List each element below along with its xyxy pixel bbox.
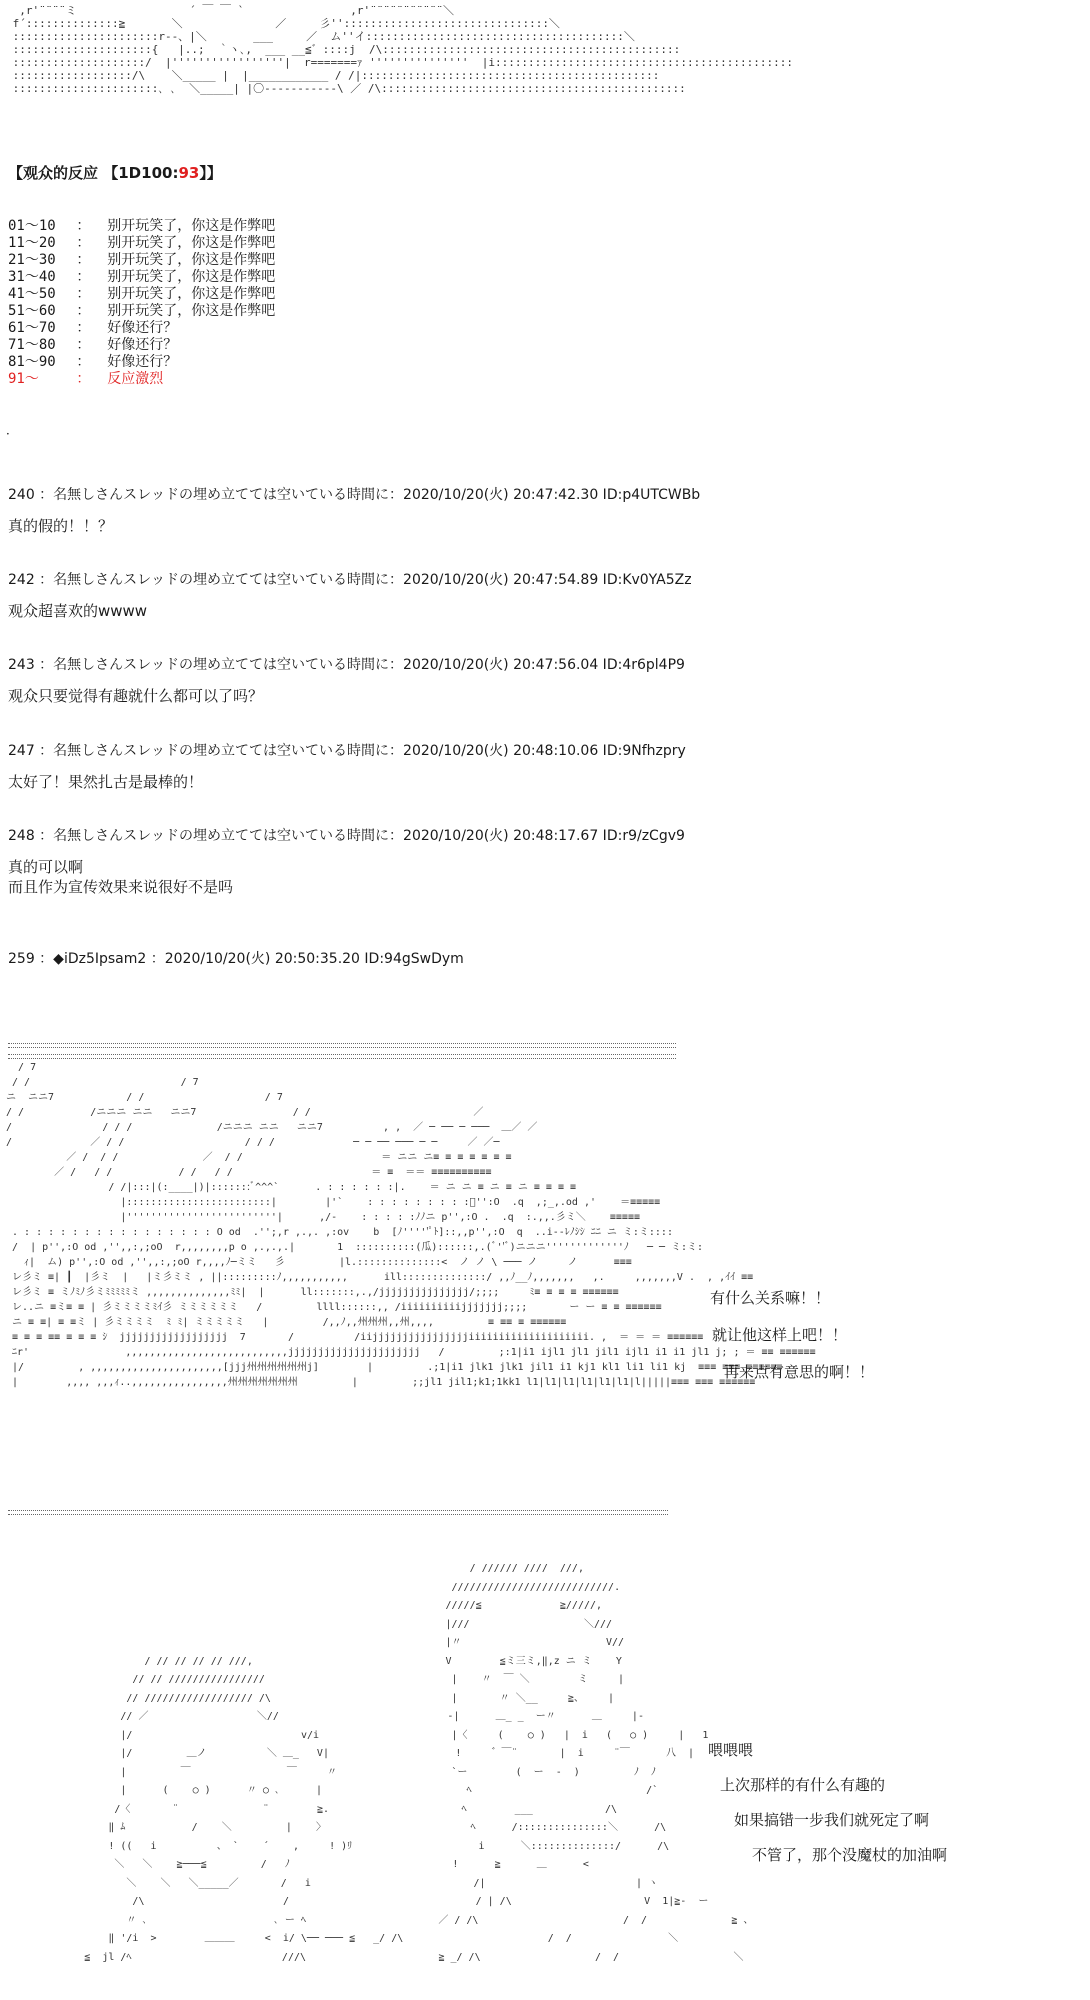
post-body: 而且作为宣传效果来说很好不是吗: [8, 878, 234, 896]
result-text: 好像还行？: [107, 337, 178, 353]
post-body: 真的可以啊: [8, 858, 84, 876]
dice-close: 】】: [199, 164, 222, 182]
result-text: 好像还行？: [107, 354, 178, 370]
result-range: 41～50: [8, 286, 56, 302]
result-text: 别开玩笑了，你这是作弊吧: [107, 218, 276, 234]
result-text: 别开玩笑了，你这是作弊吧: [107, 269, 276, 285]
result-range: 71～80: [8, 337, 56, 353]
duo-line-3: 如果搞错一步我们就死定了啊: [734, 1811, 930, 1829]
post-body: 太好了！果然扎古是最棒的！: [8, 773, 204, 791]
panel-bottom-rule: [8, 1510, 668, 1515]
post-body: 观众只要觉得有趣就什么都可以了吗？: [8, 687, 264, 705]
result-range: 01～10: [8, 218, 56, 234]
result-text: 别开玩笑了，你这是作弊吧: [107, 286, 276, 302]
result-row: [8, 371, 275, 388]
result-text: 别开玩笑了，你这是作弊吧: [107, 235, 276, 251]
post-header: 242 ：名無しさんスレッドの埋め立てては空いている時間に：2020/10/20(火) 20:47:54.89 ID:Kv0YA5Zz: [8, 572, 692, 588]
result-row: [8, 337, 275, 354]
result-colon: ：: [68, 235, 108, 251]
dice-title-label: 【观众的反应: [8, 164, 99, 182]
result-range: 61～70: [8, 320, 56, 336]
result-range: 31～40: [8, 269, 56, 285]
post-header: 248 ：名無しさんスレッドの埋め立てては空いている時間に：2020/10/20(火) 20:48:17.67 ID:r9/zCgv9: [8, 828, 685, 844]
result-text: 别开玩笑了，你这是作弊吧: [107, 303, 276, 319]
duo-line-1: 喂喂喂: [708, 1741, 754, 1759]
dice-open: 【1D100:: [103, 164, 179, 182]
crowd-line-3: 再来点有意思的啊！！: [724, 1363, 875, 1381]
result-table: [8, 218, 275, 388]
result-colon: ：: [68, 320, 108, 336]
result-range: 21～30: [8, 252, 56, 268]
result-colon: ：: [68, 252, 108, 268]
duo-line-4: 不管了，那个没魔杖的加油啊: [752, 1846, 948, 1864]
result-colon: ：: [68, 337, 108, 353]
top-ascii-art: ,r'¨¨¨¨ミ ´ ￣ ￣ ` ,r'¨¨¨¨¨¨¨¨¨¨¨＼ f´::::::::::::::≧ ＼ ／ 彡'':::::::::::::::::::::::::::::::＼ ::::::::::::::::::::::r‐‐、|＼ ___ ／ ム''イ:::::::::::::::::::::::::::::::::::::::＼ :::::::::::::::::::::{ |..; ｀ヽ､, ___ __≦゛::::j /\::::::::::::::::::::::::::::::::::::::::::::: ::::::::::::::::::::/ |'''''''''''''''''| r=======ｧ ''''''''''''''' |i::::::::::::::::::::::::::::::::::::::::::::: ::::::::::::::::::/\ ＼_____ | |____________ / /|::::::::::::::::::::::::::::::::::::::::::::: ::::::::::::::::::::::､ ､ ＼_____| |〇-----------\ ／ /\::::::::::::::::::::::::::::::::::::::::::::::: [12, 4, 793, 95]
separator-dot: ．: [6, 423, 19, 437]
result-row: [8, 303, 275, 320]
post-body: 真的假的！！？: [8, 517, 114, 535]
result-colon: ：: [68, 371, 108, 387]
result-colon: ：: [68, 218, 108, 234]
result-range: 51～60: [8, 303, 56, 319]
crowd-line-2: 就让他这样上吧！！: [712, 1326, 848, 1344]
result-row: [8, 320, 275, 337]
post-header: 243 ：名無しさんスレッドの埋め立てては空いている時間に：2020/10/20(火) 20:47:56.04 ID:4r6pl4P9: [8, 657, 685, 673]
result-row: [8, 252, 275, 269]
result-colon: ：: [68, 303, 108, 319]
result-row: [8, 269, 275, 286]
result-row: [8, 354, 275, 371]
crowd-line-1: 有什么关系嘛！！: [710, 1289, 831, 1307]
result-row: [8, 218, 275, 235]
duo-line-2: 上次那样的有什么有趣的: [720, 1776, 886, 1794]
result-range: 11～20: [8, 235, 56, 251]
result-text: 反应激烈: [107, 371, 164, 387]
result-row: [8, 286, 275, 303]
result-text: 别开玩笑了，你这是作弊吧: [107, 252, 276, 268]
panel-top-rule: [8, 1043, 676, 1048]
duo-ascii-art: / ////// //// ///, ///////////////////////////. /////≦ ≧/////, |/// ＼/// |〃 V// / // // // // ///, V ≦ミ三ミ,‖,z ニ ミ Y // // //////////////// | 〃 ￣ ＼ ミ | // ////////////////// /\ | 〃 ＼__ ≧、 | // ／ ＼// -| ＿_ _ ー〃 ＿ |- |/ v/i |〈 ( ○ ) | i ( ○ ) | 1 |/ ＿ノ ＼ ＿_ V| ! ゛￣¨ | i ¨￣ 八 | | ￣ ￣ 〃 `ー ( ー - ) ﾉ ﾉ | ( ○ ) 〃 ○ ､ | ﾍ /` /〈 ¨ ¨ ≧. ﾍ ___ /\ ‖ ﾑ / ＼ | 〉 ﾍ /:::::::::::::::＼ /\ ! (( i 、 ` ´ , ! )ﾘ i ＼::::::::::::::/ /\ ＼ ＼ ≧───≦ / ﾉ ! ≧ ＿ < ＼ ＼ ＼_____／ / i /| | ヽ /\ / / | /\ V 1|≧- ー 〃 ､ ､ ー ﾍ ／ / /\ / / ≧ 、 ‖ '/i > ＿＿＿ < i/ \── ─── ≦ _/ /\ / / ＼ ≦ jl /ﾍ ///\ ≧ _/ /\ / / ＼: [84, 1563, 754, 1963]
result-colon: ：: [68, 354, 108, 370]
post-body: 观众超喜欢的wwww: [8, 602, 148, 620]
result-range: 91～: [8, 371, 48, 387]
crowd-ascii-art: / 7 / / / 7 ニ ニニ7 / / / 7 / / /ニニニ ニニ ニニ7 / / ／ / / / / /ニニニ ニニ ニニ7 , , ／ ─ ── ─ ─── ＿／ ／ / ／ / / / / / ─ ─ ── ─── ─ ─ ／ ／─ ／ / / / ／ / / ＝ ニニ ニ≡ ≡ ≡ ≡ ≡ ≡ ≡ ／ / / / / / / / ＝ ≡ ＝＝ ≡≡≡≡≡≡≡≡≡≡ / /|:::|(:____|)|:::::::ﾞ^^^` . : : : : : :|. ＝ ニ ニ ≡ ニ ≡ ニ ≡ ≡ ≡ ≡ |::::::::::::::::::::::::| |'` : : : : : : : : :ﾟ'':O .q ,;_,.od ,' ＝≡≡≡≡≡ |'''''''''''''''''''''''''| ,/‐ : : : : :ﾉﾉニ p'',:O . .q :.,,.彡ミ＼ ≡≡≡≡≡ . : : : : : : : : : : : : : : : : O od .'';,r ,.,. ,:ov b [ﾉ'''''ﾟﾄ]::,,p'',:O q ..i‐‐ﾚﾉｼｼ ﾆﾆ ニ ミ:ミ:::: / | p'',:O od ,'',,:,;oO r,,,,,,,,p o ,.,.,.| 1 ::::::::::(瓜)::::::,.(ﾞ''ﾞ)ニニニ'''''''''''''ﾉ ─ ─ ミ:ミ: ｨ| ム) p'',:O od ,'',,:,;oO r,,,,ﾉ─ミミ 彡 |l.::::::::::::::< ノ ノ \ ─── ノ ノ ≡≡≡ レ彡ミ ≡| ┃ |彡ミ | |ミ彡ミミ , ||:::::::::ﾉ,,,,,,,,,,, ill::::::::::::::/ ,,ﾉ__ﾉ,,,,,,, ,. ,,,,,,,V . , ,ｲｲ ≡≡ レ彡ミ ≡ ミﾉﾐﾉ彡ミﾐﾐﾐﾐﾐミ ,,,,,,,,,,,,,,ﾐﾐ| | ll:::::::,.,/jjjjjjjjjjjjjjj/;;;; ﾐ≡ ≡ ≡ ≡ ≡≡≡≡≡≡ レ..ニ ≡ミ≡ ≡ | 彡ミミミミﾐｲ彡 ミミミミミミ / llll::::::,, /iiiiiiiiiijjjjjjj;;;; ー ー ≡ ≡ ≡≡≡≡≡≡ ニ ≡ ≡| ≡ ≡ミ | 彡ミミミミ ﾐ ﾐ| ミミミミミ | /,,ﾉ,,州州州,,州,,,, ≡ ≡≡ ≡ ≡≡≡≡≡≡ ≡ ≡ ≡ ≡≡ ≡ ≡ ≡ ｼ jjjjjjjjjjjjjjjjjj 7 / /iijjjjjjjjjjjjjjjjiiiiiiiiiiiiiiiiiiii. , ＝ ＝ ＝ ≡≡≡≡≡≡ ﾆr' ,,,,,,,,,,,,,,,,,,,,,,,,,,,jjjjjjjjjjjjjjjjjjjjjj / ;:1|i1 ijl1 jl1 jil1 ijl1 i1 i1 jl1 j; ; ＝ ≡≡ ≡≡≡≡≡≡ |/ , ,,,,,,,,,,,,,,,,,,,,,,[jjj州州州州州州j] | .;1|i1 jlk1 jlk1 jil1 i1 kj1 kl1 li1 li1 kj ≡≡≡ ≡≡≡ ≡≡≡≡≡≡ | ,,,, ,,,ｨ..,,,,,,,,,,,,,,,,州州州州州州州 | ;;jl1 jil1;k1;1kk1 l1|l1|l1|l1|l1|l1|l|||||≡≡≡ ≡≡≡ ≡≡≡≡≡≡: [6, 1062, 816, 1388]
result-text: 好像还行？: [107, 320, 178, 336]
dice-result: 93: [178, 164, 200, 182]
result-range: 81～90: [8, 354, 56, 370]
post-header: 240 ：名無しさんスレッドの埋め立てては空いている時間に：2020/10/20(火) 20:47:42.30 ID:p4UTCWBb: [8, 487, 701, 503]
post-header: 247 ：名無しさんスレッドの埋め立てては空いている時間に：2020/10/20(火) 20:48:10.06 ID:9Nfhzpry: [8, 743, 686, 759]
result-row: [8, 235, 275, 252]
dice-title: [8, 163, 222, 183]
result-colon: ：: [68, 286, 108, 302]
result-colon: ：: [68, 269, 108, 285]
panel-top-rule-2: [8, 1054, 676, 1059]
author-post-header: 259 ：◆iDz5Ipsam2 ：2020/10/20(火) 20:50:35.20 ID:94gSwDym: [8, 951, 464, 967]
